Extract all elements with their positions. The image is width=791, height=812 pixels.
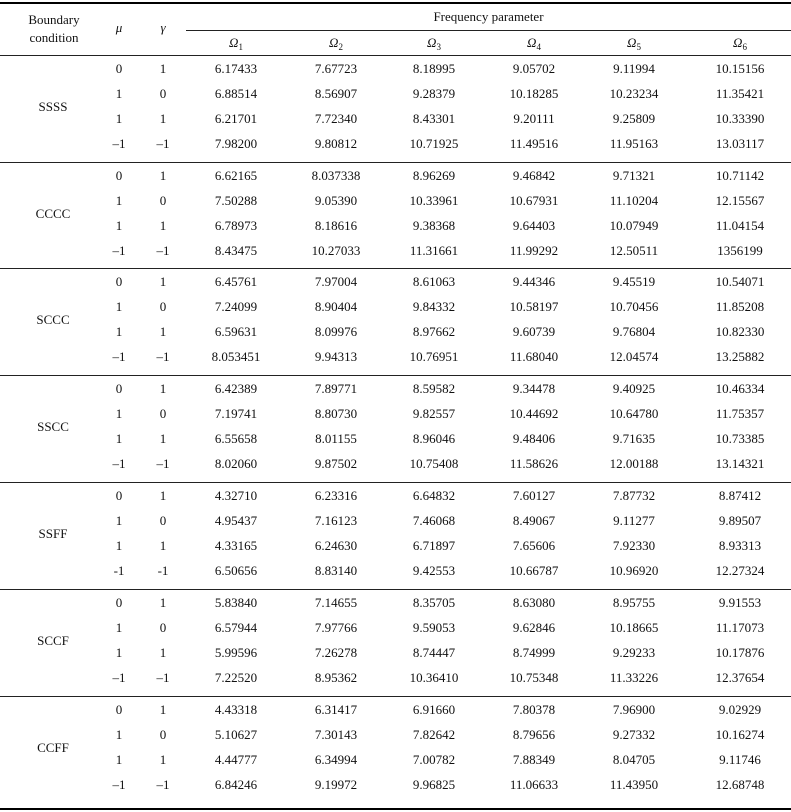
omega-6-value: 8.87412 [718, 488, 762, 503]
mu-value: 1 [115, 513, 123, 528]
omega-2-value: 7.30143 [314, 727, 358, 742]
group-separator [0, 162, 791, 163]
gamma-value: 1 [159, 274, 167, 289]
boundary-condition-label: SCCC [36, 311, 70, 327]
omega-2-value: 9.94313 [314, 349, 358, 364]
omega-5-value: 9.25809 [612, 111, 656, 126]
omega-3-value: 8.35705 [412, 595, 456, 610]
omega-4-value: 9.48406 [512, 431, 556, 446]
omega-4-value: 9.46842 [512, 168, 556, 183]
omega-subscript: 1 [238, 42, 243, 52]
mu-value: –1 [112, 456, 126, 471]
omega-1-value: 6.17433 [214, 61, 258, 76]
omega-2-value: 8.01155 [315, 431, 357, 446]
gamma-value: 0 [159, 727, 167, 742]
omega-4-value: 7.88349 [512, 752, 556, 767]
mu-value: 1 [115, 111, 123, 126]
omega-3-value: 6.64832 [412, 488, 456, 503]
omega-1-value: 6.21701 [214, 111, 258, 126]
mu-value: 1 [115, 727, 123, 742]
omega-subscript: 3 [436, 42, 441, 52]
gamma-value: –1 [156, 456, 170, 471]
omega-2-value: 7.97766 [314, 620, 358, 635]
omega-2-value: 8.90404 [314, 299, 358, 314]
omega-subscript: 4 [536, 42, 541, 52]
omega-3-value: 10.75408 [409, 456, 459, 471]
omega-4-value: 8.63080 [512, 595, 556, 610]
gamma-value: -1 [157, 563, 169, 578]
omega-5-value: 12.04574 [609, 349, 659, 364]
omega-1-value: 6.84246 [214, 777, 258, 792]
mu-value: 1 [115, 620, 123, 635]
omega-4-value: 10.66787 [509, 563, 559, 578]
omega-5-value: 9.76804 [612, 324, 656, 339]
omega-2-value: 9.80812 [314, 136, 358, 151]
mu-value: 1 [115, 193, 123, 208]
omega-5-value: 12.00188 [609, 456, 659, 471]
mu-value: 0 [115, 274, 123, 289]
omega-5-value: 10.23234 [609, 86, 659, 101]
omega-3-value: 9.42553 [412, 563, 456, 578]
omega-4-value: 10.18285 [509, 86, 559, 101]
omega-1-value: 7.22520 [214, 670, 258, 685]
gamma-value: 1 [159, 645, 167, 660]
omega-2-value: 6.23316 [314, 488, 358, 503]
mu-value: 0 [115, 381, 123, 396]
gamma-value: 0 [159, 193, 167, 208]
gamma-value: 0 [159, 620, 167, 635]
omega-4-value: 9.05702 [512, 61, 556, 76]
omega-4-value: 8.74999 [512, 645, 556, 660]
frequency-parameter-header: Frequency parameter [433, 9, 544, 24]
omega-4-value: 10.58197 [509, 299, 559, 314]
omega-6-value: 11.85208 [715, 299, 765, 314]
omega-6-value: 12.27324 [715, 563, 765, 578]
omega-3-value: 9.96825 [412, 777, 456, 792]
omega-3-value: 8.18995 [412, 61, 456, 76]
omega-3-value: 9.82557 [412, 406, 456, 421]
omega-5-value: 9.11277 [613, 513, 655, 528]
omega-1-value: 6.50656 [214, 563, 258, 578]
group-separator [0, 268, 791, 269]
omega-5-value: 9.71321 [612, 168, 656, 183]
omega-2-value: 8.56907 [314, 86, 358, 101]
gamma-value: 1 [159, 61, 167, 76]
header-bottom-rule [0, 55, 791, 56]
mu-value: 1 [115, 324, 123, 339]
omega-5-value: 8.95755 [612, 595, 656, 610]
omega-3-value: 9.38368 [412, 218, 456, 233]
omega-1-value: 6.78973 [214, 218, 258, 233]
mu-header: μ [115, 20, 123, 35]
omega-3-value: 9.28379 [412, 86, 456, 101]
omega-1-value: 8.02060 [214, 456, 258, 471]
omega-1-value: 8.053451 [211, 349, 261, 364]
omega-1-value: 6.45761 [214, 274, 258, 289]
omega-1-value: 4.95437 [214, 513, 258, 528]
gamma-value: –1 [156, 136, 170, 151]
top-rule [0, 2, 791, 4]
omega-6-value: 11.17073 [715, 620, 765, 635]
omega-4-value: 9.60739 [512, 324, 556, 339]
omega-2-value: 9.05390 [314, 193, 358, 208]
omega-6-value: 10.46334 [715, 381, 765, 396]
omega-4-value: 9.20111 [513, 111, 555, 126]
omega-5-value: 10.96920 [609, 563, 659, 578]
omega-1-value: 7.98200 [214, 136, 258, 151]
omega-5-value: 11.95163 [609, 136, 659, 151]
mu-value: 1 [115, 218, 123, 233]
omega-symbol: Ω [329, 35, 339, 50]
omega-symbol: Ω [627, 35, 637, 50]
omega-5-value: 10.70456 [609, 299, 659, 314]
omega-4-value: 7.65606 [512, 538, 556, 553]
omega-2-value: 7.89771 [314, 381, 358, 396]
boundary-header-line1: Boundary [28, 12, 80, 27]
omega-6-value: 10.82330 [715, 324, 765, 339]
gamma-value: 0 [159, 299, 167, 314]
omega-2-value: 8.18616 [314, 218, 358, 233]
omega-6-value: 10.71142 [715, 168, 765, 183]
gamma-value: 0 [159, 86, 167, 101]
omega-5-value: 7.96900 [612, 702, 656, 717]
omega-symbol: Ω [229, 35, 239, 50]
omega-symbol: Ω [427, 35, 437, 50]
omega-5-value: 9.27332 [612, 727, 656, 742]
gamma-value: 1 [159, 218, 167, 233]
omega-2-value: 8.95362 [314, 670, 358, 685]
omega-1-value: 7.24099 [214, 299, 258, 314]
omega-3-value: 8.61063 [412, 274, 456, 289]
omega-5-value: 9.40925 [612, 381, 656, 396]
mu-value: 1 [115, 86, 123, 101]
omega-3-value: 8.96269 [412, 168, 456, 183]
omega-4-value: 11.06633 [509, 777, 559, 792]
mu-value: –1 [112, 349, 126, 364]
omega-subscript: 6 [742, 42, 747, 52]
omega-6-value: 10.73385 [715, 431, 765, 446]
group-separator [0, 589, 791, 590]
omega-5-value: 9.29233 [612, 645, 656, 660]
omega-3-value: 8.96046 [412, 431, 456, 446]
omega-4-value: 10.44692 [509, 406, 559, 421]
omega-1-value: 7.50288 [214, 193, 258, 208]
mu-value: 1 [115, 299, 123, 314]
omega-1-value: 6.55658 [214, 431, 258, 446]
mu-value: –1 [112, 777, 126, 792]
gamma-value: 1 [159, 168, 167, 183]
omega-4-value: 9.62846 [512, 620, 556, 635]
mu-value: -1 [113, 563, 125, 578]
omega-6-value: 11.04154 [715, 218, 765, 233]
omega-subscript: 5 [636, 42, 641, 52]
omega-6-value: 10.16274 [715, 727, 765, 742]
omega-4-value: 11.58626 [509, 456, 559, 471]
omega-5-value: 7.87732 [612, 488, 656, 503]
gamma-value: –1 [156, 243, 170, 258]
frequency-header-underline [186, 30, 791, 31]
group-separator [0, 375, 791, 376]
mu-value: 1 [115, 538, 123, 553]
mu-value: –1 [112, 136, 126, 151]
gamma-value: 1 [159, 752, 167, 767]
omega-5-value: 11.33226 [609, 670, 659, 685]
omega-1-value: 6.88514 [214, 86, 258, 101]
omega-1-value: 6.42389 [214, 381, 258, 396]
gamma-value: 1 [159, 488, 167, 503]
omega-2-value: 7.72340 [314, 111, 358, 126]
omega-4-value: 9.44346 [512, 274, 556, 289]
omega-3-value: 7.82642 [412, 727, 456, 742]
omega-6-value: 12.15567 [715, 193, 765, 208]
gamma-value: 0 [159, 513, 167, 528]
omega-2-value: 8.037338 [311, 168, 361, 183]
omega-6-value: 9.11746 [719, 752, 761, 767]
omega-subscript: 2 [338, 42, 343, 52]
omega-3-value: 8.43301 [412, 111, 456, 126]
omega-4-value: 8.79656 [512, 727, 556, 742]
gamma-value: 0 [159, 406, 167, 421]
omega-4-value: 11.68040 [509, 349, 559, 364]
gamma-value: 1 [159, 111, 167, 126]
mu-value: 0 [115, 168, 123, 183]
omega-3-value: 8.74447 [412, 645, 456, 660]
gamma-header: γ [160, 20, 166, 35]
omega-1-value: 7.19741 [214, 406, 258, 421]
omega-3-value: 8.97662 [412, 324, 456, 339]
omega-5-value: 9.11994 [613, 61, 655, 76]
boundary-condition-label: CCFF [37, 739, 69, 755]
omega-1-value: 4.32710 [214, 488, 258, 503]
group-separator [0, 482, 791, 483]
omega-5-value: 9.71635 [612, 431, 656, 446]
gamma-value: 1 [159, 595, 167, 610]
omega-2-value: 7.16123 [314, 513, 358, 528]
gamma-value: 1 [159, 324, 167, 339]
mu-value: –1 [112, 243, 126, 258]
omega-4-value: 11.49516 [509, 136, 559, 151]
mu-value: –1 [112, 670, 126, 685]
omega-1-value: 5.10627 [214, 727, 258, 742]
omega-3-header [386, 35, 482, 51]
omega-6-value: 11.35421 [715, 86, 765, 101]
mu-value: 1 [115, 431, 123, 446]
omega-2-value: 6.34994 [314, 752, 358, 767]
omega-5-value: 10.18665 [609, 620, 659, 635]
omega-2-value: 8.09976 [314, 324, 358, 339]
omega-1-value: 6.59631 [214, 324, 258, 339]
omega-3-value: 10.71925 [409, 136, 459, 151]
omega-6-value: 13.03117 [715, 136, 765, 151]
omega-3-value: 7.00782 [412, 752, 456, 767]
omega-symbol: Ω [733, 35, 743, 50]
omega-6-value: 9.91553 [718, 595, 762, 610]
mu-value: 0 [115, 61, 123, 76]
omega-4-value: 10.67931 [509, 193, 559, 208]
omega-3-value: 10.33961 [409, 193, 459, 208]
omega-2-value: 9.87502 [314, 456, 358, 471]
omega-6-value: 13.25882 [715, 349, 765, 364]
boundary-condition-label: CCCC [35, 205, 71, 221]
omega-6-value: 10.33390 [715, 111, 765, 126]
omega-6-value: 12.37654 [715, 670, 765, 685]
omega-4-value: 9.64403 [512, 218, 556, 233]
omega-1-value: 4.43318 [214, 702, 258, 717]
omega-2-value: 9.19972 [314, 777, 358, 792]
omega-6-value: 8.93313 [718, 538, 762, 553]
omega-3-value: 6.91660 [412, 702, 456, 717]
omega-3-value: 9.84332 [412, 299, 456, 314]
omega-3-value: 10.36410 [409, 670, 459, 685]
boundary-condition-label: SSCC [37, 418, 69, 434]
omega-3-value: 9.59053 [412, 620, 456, 635]
omega-1-value: 5.99596 [214, 645, 258, 660]
omega-4-value: 11.99292 [509, 243, 559, 258]
boundary-condition-label: SSSS [38, 98, 68, 114]
omega-1-value: 6.62165 [214, 168, 258, 183]
omega-6-value: 13.14321 [715, 456, 765, 471]
omega-5-value: 11.43950 [609, 777, 659, 792]
gamma-value: 1 [159, 381, 167, 396]
omega-2-value: 10.27033 [311, 243, 361, 258]
boundary-condition-label: SSFF [38, 525, 68, 541]
mu-value: 1 [115, 645, 123, 660]
omega-5-value: 7.92330 [612, 538, 656, 553]
omega-6-value: 10.15156 [715, 61, 765, 76]
omega-4-value: 9.34478 [512, 381, 556, 396]
omega-5-header [586, 35, 682, 51]
omega-4-value: 7.80378 [512, 702, 556, 717]
omega-5-value: 11.10204 [609, 193, 659, 208]
boundary-condition-label: SCCF [37, 632, 69, 648]
omega-5-value: 8.04705 [612, 752, 656, 767]
omega-6-value: 10.17876 [715, 645, 765, 660]
omega-6-value: 11.75357 [715, 406, 765, 421]
omega-2-value: 8.83140 [314, 563, 358, 578]
group-separator [0, 696, 791, 697]
omega-6-value: 10.54071 [715, 274, 765, 289]
mu-value: 0 [115, 702, 123, 717]
bottom-rule [0, 808, 791, 810]
omega-6-value: 1356199 [717, 243, 763, 258]
boundary-header-line2: condition [29, 30, 79, 45]
omega-1-value: 4.33165 [214, 538, 258, 553]
omega-4-value: 7.60127 [512, 488, 556, 503]
omega-6-header [692, 35, 788, 51]
omega-1-header [188, 35, 284, 51]
omega-2-value: 7.14655 [314, 595, 358, 610]
omega-5-value: 12.50511 [609, 243, 659, 258]
gamma-value: –1 [156, 349, 170, 364]
omega-4-value: 10.75348 [509, 670, 559, 685]
omega-4-value: 8.49067 [512, 513, 556, 528]
mu-value: 0 [115, 488, 123, 503]
gamma-value: 1 [159, 538, 167, 553]
omega-2-header [288, 35, 384, 51]
omega-1-value: 6.57944 [214, 620, 258, 635]
omega-6-value: 9.89507 [718, 513, 762, 528]
gamma-value: –1 [156, 777, 170, 792]
omega-1-value: 4.44777 [214, 752, 258, 767]
omega-3-value: 6.71897 [412, 538, 456, 553]
omega-6-value: 12.68748 [715, 777, 765, 792]
omega-2-value: 7.97004 [314, 274, 358, 289]
omega-5-value: 10.64780 [609, 406, 659, 421]
mu-value: 0 [115, 595, 123, 610]
mu-value: 1 [115, 752, 123, 767]
gamma-value: 1 [159, 431, 167, 446]
omega-3-value: 10.76951 [409, 349, 459, 364]
omega-1-value: 5.83840 [214, 595, 258, 610]
omega-1-value: 8.43475 [214, 243, 258, 258]
omega-5-value: 9.45519 [612, 274, 656, 289]
mu-value: 1 [115, 406, 123, 421]
omega-2-value: 7.67723 [314, 61, 358, 76]
omega-5-value: 10.07949 [609, 218, 659, 233]
omega-3-value: 11.31661 [409, 243, 459, 258]
omega-2-value: 6.24630 [314, 538, 358, 553]
omega-3-value: 7.46068 [412, 513, 456, 528]
omega-6-value: 9.02929 [718, 702, 762, 717]
omega-2-value: 6.31417 [314, 702, 358, 717]
omega-4-header [486, 35, 582, 51]
omega-symbol: Ω [527, 35, 537, 50]
gamma-value: –1 [156, 670, 170, 685]
gamma-value: 1 [159, 702, 167, 717]
omega-3-value: 8.59582 [412, 381, 456, 396]
omega-2-value: 8.80730 [314, 406, 358, 421]
omega-2-value: 7.26278 [314, 645, 358, 660]
